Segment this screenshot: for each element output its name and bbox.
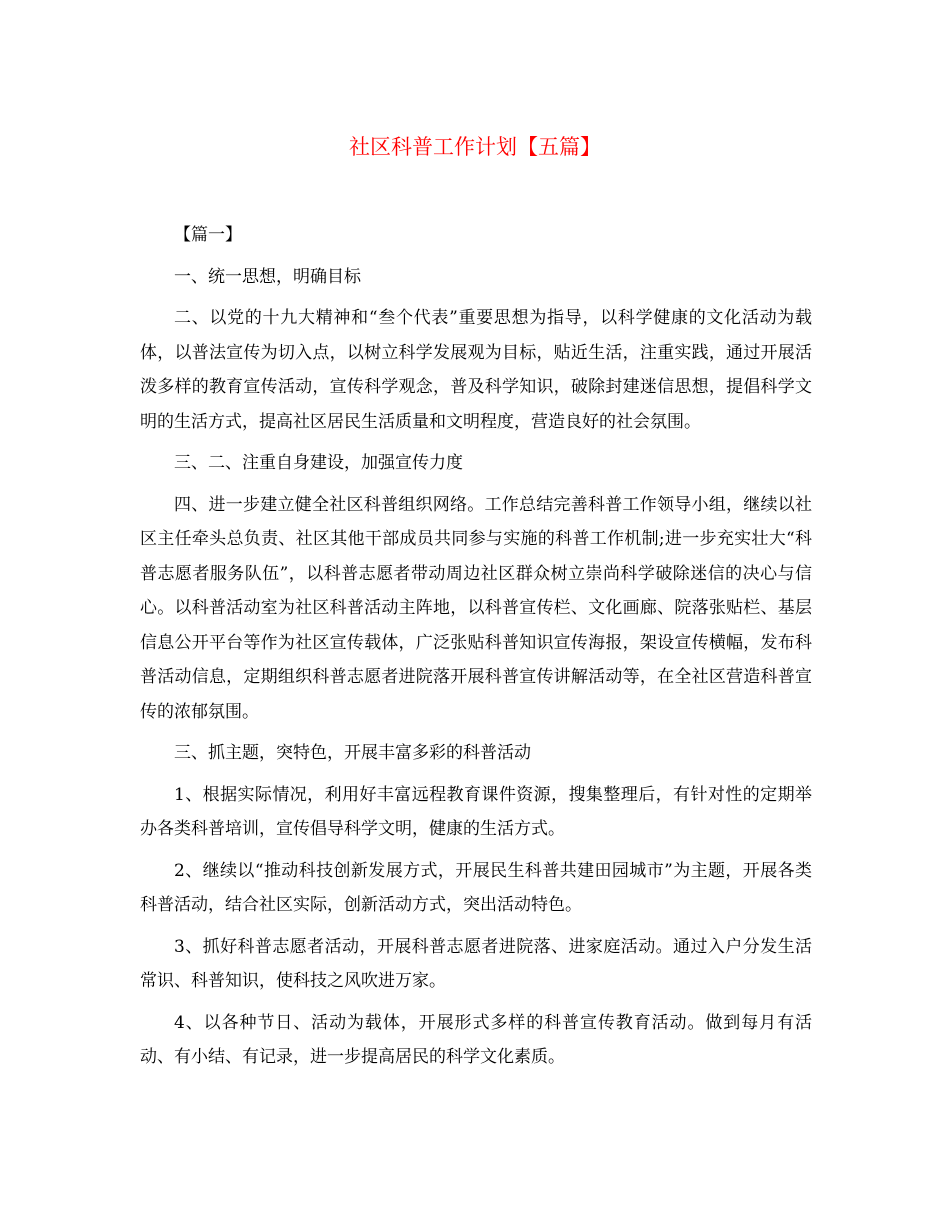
paragraph: 三、二、注重自身建设，加强宣传力度	[174, 453, 463, 473]
paragraph: 3、抓好科普志愿者活动，开展科普志愿者进院落、进家庭活动。通过入户分发生活常识、科普知识，使科技之风吹进万家。	[140, 936, 812, 991]
paragraph: 2、继续以“推动科技创新发展方式，开展民生科普共建田园城市”为主题，开展各类科普活动，结合社区实际，创新活动方式，突出活动特色。	[140, 860, 812, 915]
paragraph: 二、以党的十九大精神和“叁个代表”重要思想为指导，以科学健康的文化活动为载体，以普法宣传为切入点，以树立科学发展观为目标，贴近生活，注重实践，通过开展活泼多样的教育宣传活动，宣传科学观念，普及科学知识，破除封建迷信思想，提倡科学文明的生活方式，提高社区居民生活质量和文明程度，营造良好的社会氛围。	[140, 308, 812, 432]
paragraph: 四、进一步建立健全社区科普组织网络。工作总结完善科普工作领导小组，继续以社区主任牵头总负责、社区其他干部成员共同参与实施的科普工作机制;进一步充实壮大“科普志愿者服务队伍”，以科普志愿者带动周边社区群众树立崇尚科学破除迷信的决心与信心。以科普活动室为社区科普活动主阵地，以科普宣传栏、文化画廊、院落张贴栏、基层信息公开平台等作为社区宣传载体，广泛张贴科普知识宣传海报，架设宣传横幅，发布科普活动信息，定期组织科普志愿者进院落开展科普宣传讲解活动等，在全社区营造科普宣传的浓郁氛围。	[140, 494, 812, 722]
paragraph: 三、抓主题，突特色，开展丰富多彩的科普活动	[174, 743, 531, 763]
paragraph: 1、根据实际情况，利用好丰富远程教育课件资源，搜集整理后，有针对性的定期举办各类科普培训，宣传倡导科学文明，健康的生活方式。	[140, 784, 812, 839]
paragraph: 一、统一思想，明确目标	[174, 266, 361, 287]
section-heading: 【篇一】	[174, 225, 242, 245]
document-title: 社区科普工作计划【五篇】	[349, 135, 601, 159]
paragraph: 4、以各种节日、活动为载体，开展形式多样的科普宣传教育活动。做到每月有活动、有小结、有记录，进一步提高居民的科学文化素质。	[140, 1012, 812, 1067]
document-body	[140, 218, 812, 1082]
